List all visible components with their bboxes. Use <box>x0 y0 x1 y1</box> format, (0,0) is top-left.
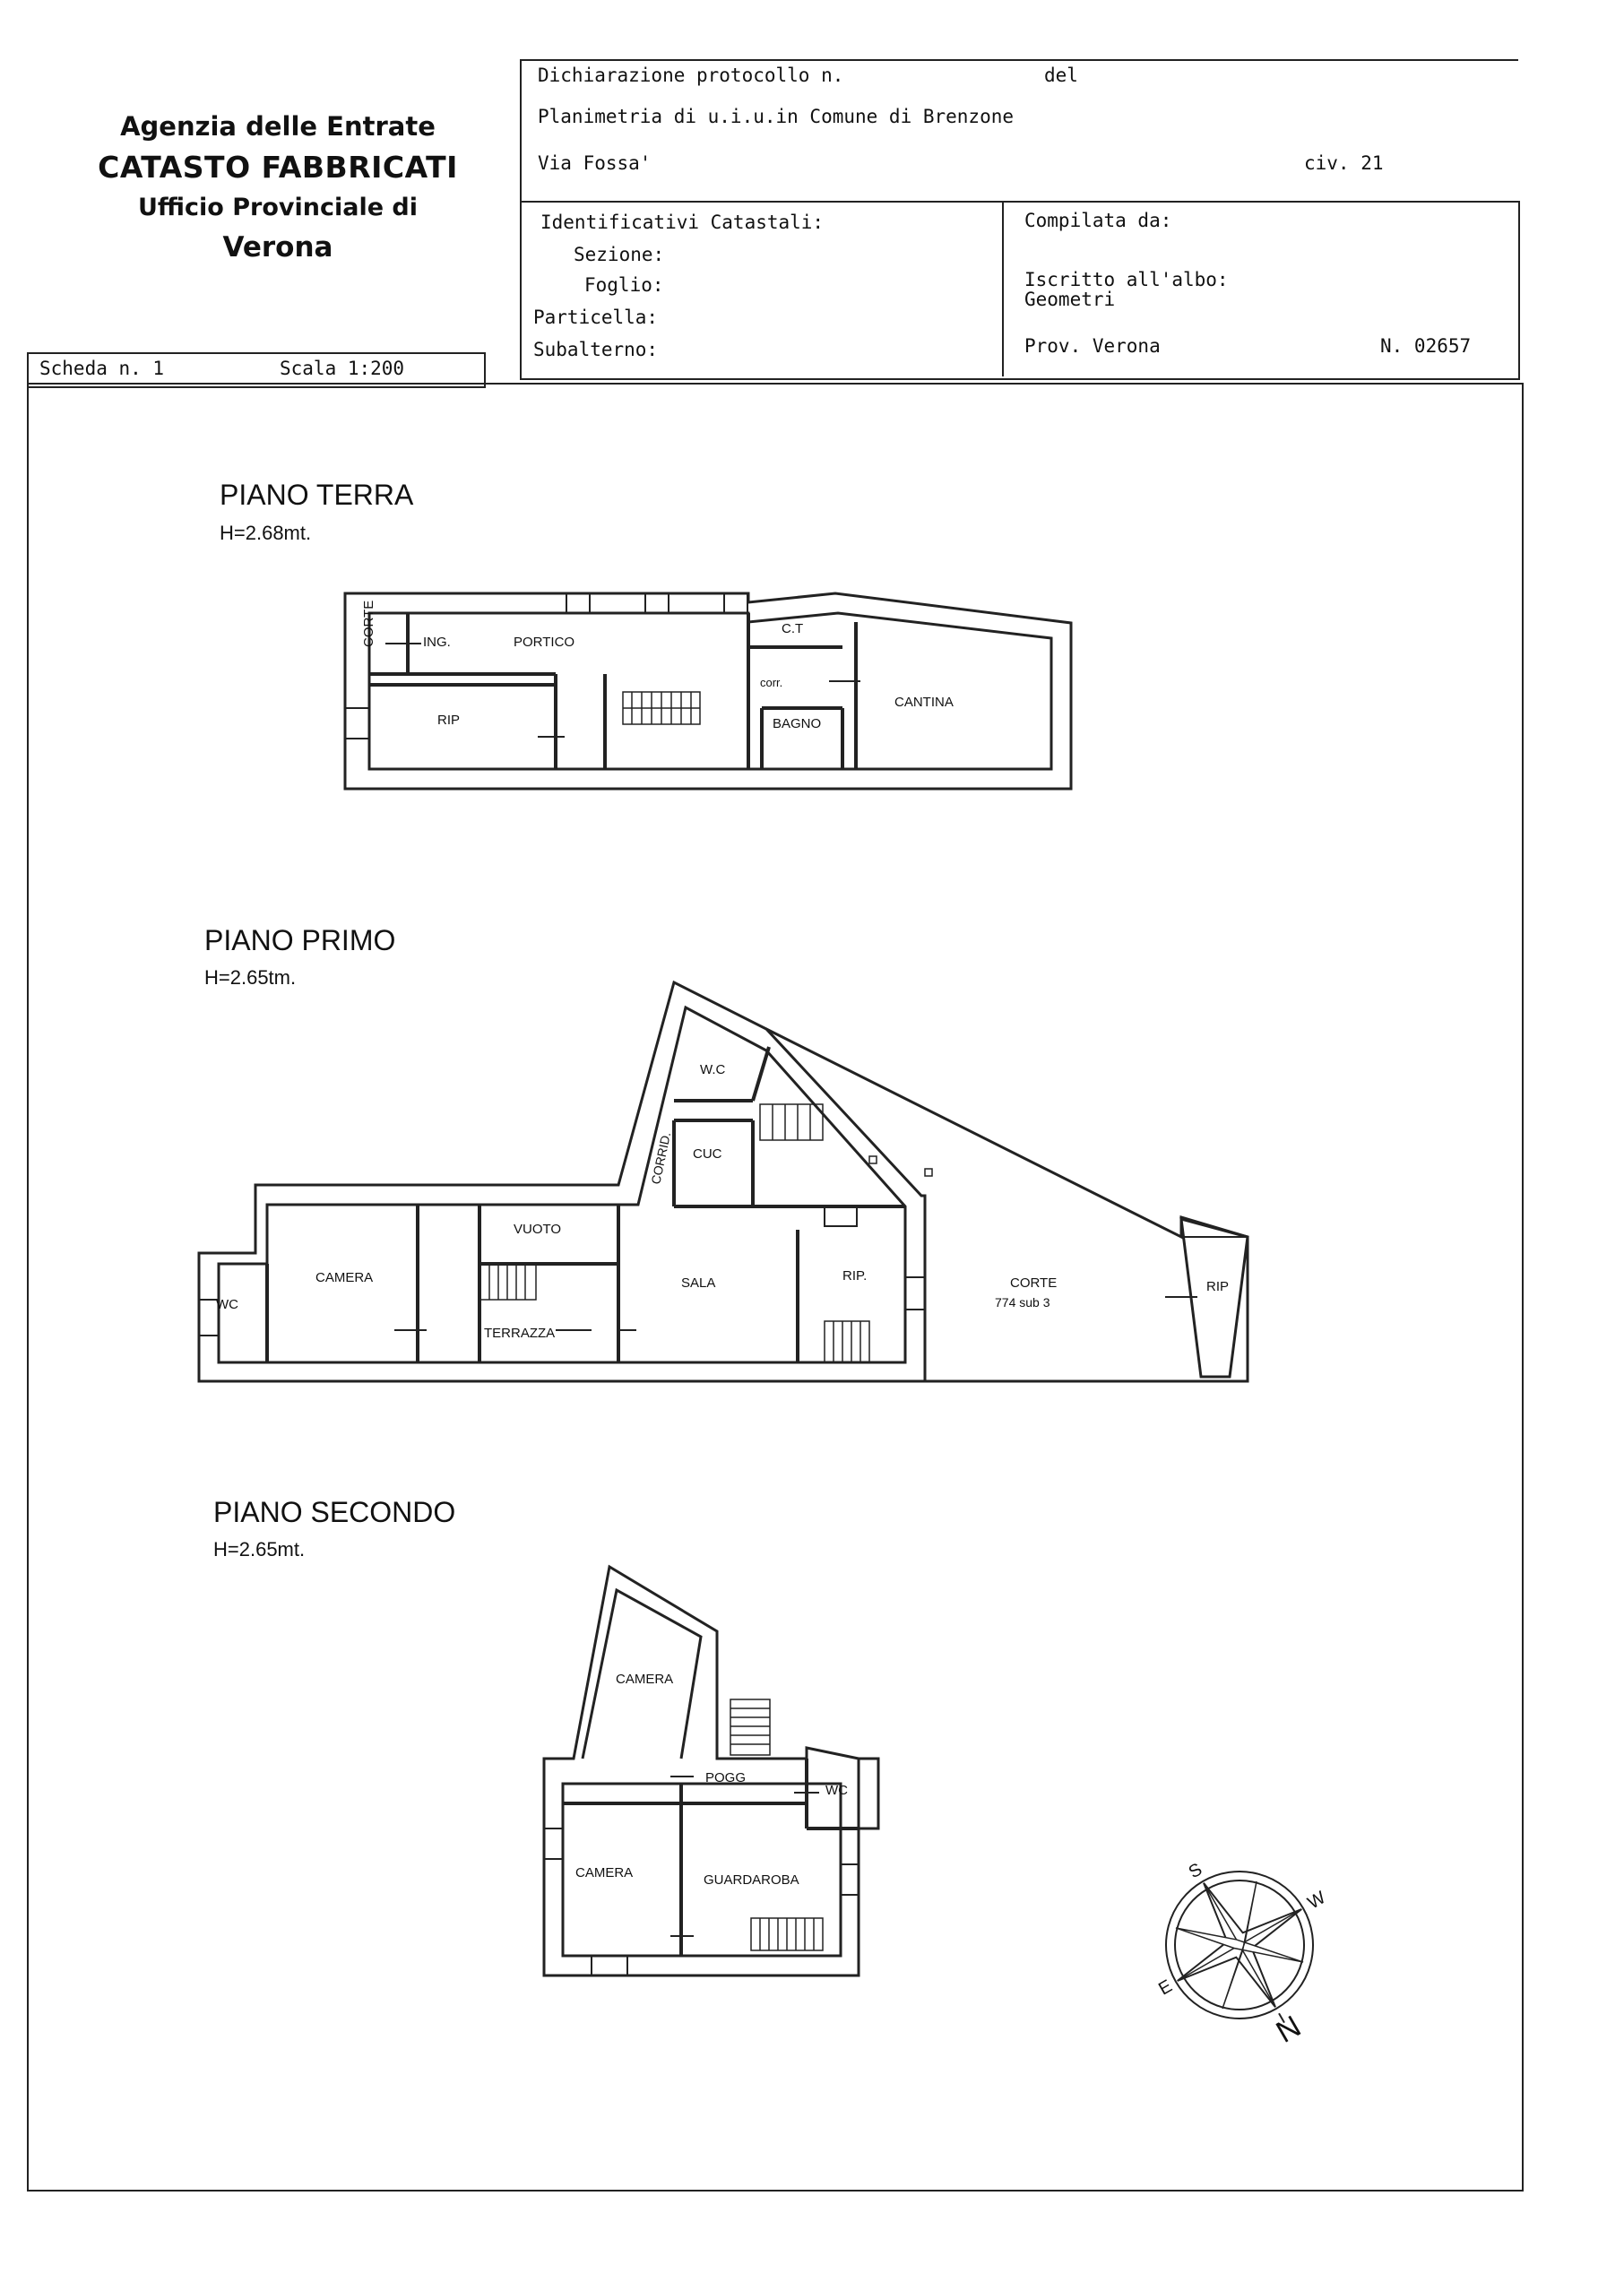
scala-label: Scala 1:200 <box>280 358 405 379</box>
window <box>544 1828 563 1859</box>
room-label: CAMERA <box>315 1270 374 1285</box>
geometri-label: Geometri <box>1024 289 1116 310</box>
compass-diagonals <box>1176 1881 1303 2009</box>
compass-rose <box>1112 1813 1381 2090</box>
compass-w: W <box>1304 1888 1329 1914</box>
mark <box>925 1169 932 1176</box>
mark <box>869 1156 877 1163</box>
window <box>566 593 590 613</box>
room-label: RIP <box>1206 1279 1230 1294</box>
room-label: CORTE <box>1010 1275 1058 1291</box>
room-label: RIP. <box>842 1268 868 1284</box>
room-label: POGG <box>705 1770 747 1785</box>
identificativi-label: Identificativi Catastali: <box>540 212 825 233</box>
scheda-label: Scheda n. 1 <box>39 358 165 379</box>
catasto-title: CATASTO FABBRICATI <box>98 150 458 185</box>
via-label: Via Fossa' <box>538 152 652 174</box>
room-label: corr. <box>760 676 783 689</box>
dichiarazione-label: Dichiarazione protocollo n. <box>538 65 844 86</box>
room-label: VUOTO <box>514 1222 562 1237</box>
room-label: BAGNO <box>773 716 822 731</box>
room-label: PORTICO <box>514 635 575 650</box>
plan-piano-terra <box>220 479 1071 789</box>
room-label: 774 sub 3 <box>995 1295 1050 1310</box>
room-label: CAMERA <box>575 1865 634 1880</box>
room-label: WC <box>216 1297 238 1312</box>
prov-label: Prov. Verona <box>1024 335 1161 357</box>
window <box>345 708 369 739</box>
room-label: ING. <box>423 635 451 650</box>
room-label: RIP <box>437 713 461 728</box>
window <box>724 593 747 613</box>
compass-n: N <box>1270 2009 1307 2050</box>
room-label: SALA <box>681 1275 716 1291</box>
office-city: Verona <box>222 231 333 264</box>
terra-outer-wall <box>345 593 1071 789</box>
compass-e: E <box>1155 1975 1176 2000</box>
plan-piano-primo <box>199 924 1248 1381</box>
office-label: Ufficio Provinciale di <box>137 194 418 221</box>
agency-name: Agenzia delle Entrate <box>120 111 436 142</box>
piano-primo-title: PIANO PRIMO <box>204 924 396 956</box>
piano-terra-height: H=2.68mt. <box>220 522 312 544</box>
room-label: CANTINA <box>894 695 954 710</box>
plan-piano-secondo <box>213 1496 878 1975</box>
room-label: CAMERA <box>616 1672 674 1687</box>
room-label: W.C <box>700 1062 726 1077</box>
terra-stairs <box>623 692 700 724</box>
piano-primo-height: H=2.65tm. <box>204 966 297 989</box>
wall <box>753 1047 769 1101</box>
terra-inner-wall <box>369 613 1051 769</box>
room-label: GUARDAROBA <box>704 1872 799 1888</box>
piano-terra-title: PIANO TERRA <box>220 479 414 511</box>
piano-secondo-title: PIANO SECONDO <box>213 1496 456 1528</box>
compilata-label: Compilata da: <box>1024 210 1172 231</box>
room-label: C.T <box>782 621 804 636</box>
window <box>825 1206 857 1226</box>
room-label: CORTE <box>361 600 376 647</box>
compass-s: S <box>1185 1859 1206 1883</box>
window <box>645 593 669 613</box>
primo-outer-wall <box>199 982 925 1381</box>
room-label: WC <box>825 1783 848 1798</box>
iscritto-label: Iscritto all'albo: <box>1024 269 1229 290</box>
window <box>905 1277 925 1310</box>
piano-secondo-height: H=2.65mt. <box>213 1538 306 1560</box>
particella-label: Particella: <box>533 307 659 328</box>
sezione-label: Sezione: <box>574 244 665 265</box>
foglio-label: Foglio: <box>584 274 664 296</box>
window <box>841 1864 859 1895</box>
room-label: CORRID. <box>648 1130 674 1186</box>
window <box>592 1956 627 1975</box>
numero-label: N. 02657 <box>1380 335 1472 357</box>
planimetria-label: Planimetria di u.i.u.in Comune di Brenzone <box>538 106 1015 127</box>
del-label: del <box>1044 65 1078 86</box>
room-label: CUC <box>693 1146 722 1162</box>
civ-label: civ. 21 <box>1304 152 1384 174</box>
room-label: TERRAZZA <box>484 1326 556 1341</box>
secondo-stairs <box>730 1699 823 1950</box>
subalterno-label: Subalterno: <box>533 339 659 360</box>
